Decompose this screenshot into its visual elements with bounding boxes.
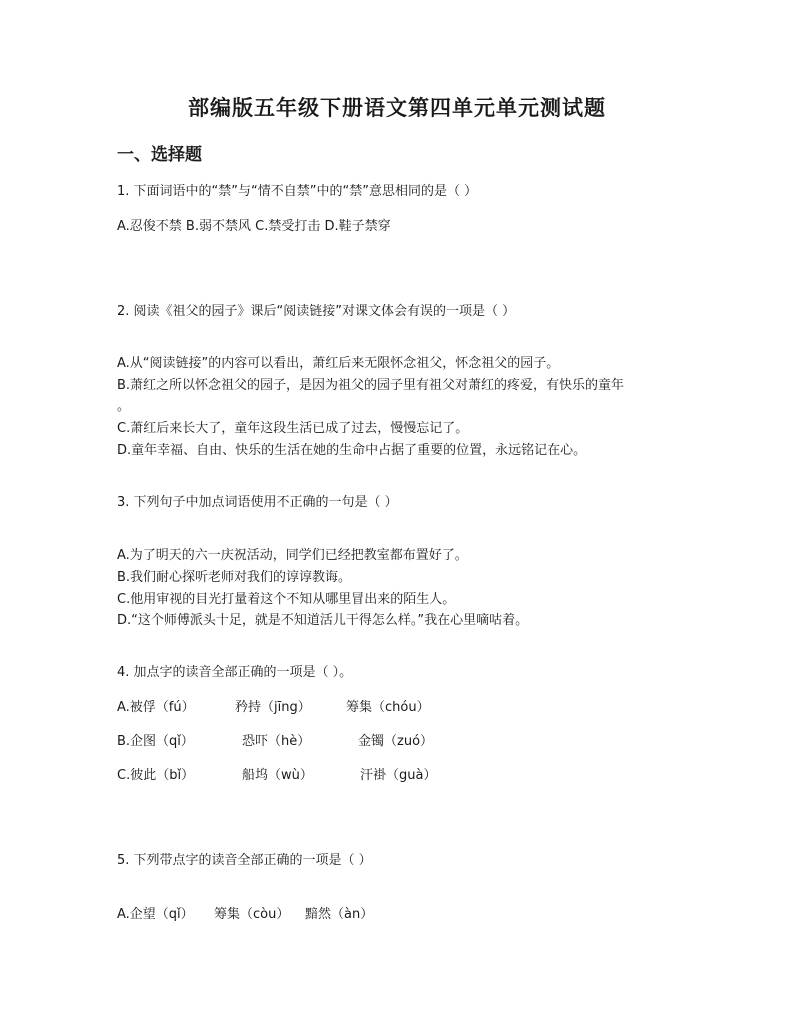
pinyin-item: 筹集（còu） <box>214 907 290 922</box>
question-2-option-d: D.童年幸福、自由、快乐的生活在她的生命中占据了重要的位置，永远铭记在心。 <box>117 443 587 458</box>
pinyin-item: A.企望（qǐ） <box>117 907 194 922</box>
pinyin-item: 船坞（wù） <box>242 768 313 783</box>
pinyin-item: 恐吓（hè） <box>242 734 311 749</box>
section-heading: 一、选择题 <box>117 145 202 165</box>
pinyin-item: 矜持（jīng） <box>235 700 311 715</box>
pinyin-item: 金镯（zuó） <box>358 734 434 749</box>
question-2-option-b: B.萧红之所以怀念祖父的园子，是因为祖父的园子里有祖父对萧红的疼爱，有快乐的童年 <box>117 378 625 393</box>
pinyin-item: C.彼此（bǐ） <box>117 768 195 783</box>
question-2-option-c: C.萧红后来长大了，童年这段生活已成了过去，慢慢忘记了。 <box>117 421 469 436</box>
pinyin-item: A.被俘（fú） <box>117 700 195 715</box>
question-4-stem: 4. 加点字的读音全部正确的一项是（ ）。 <box>117 665 353 680</box>
question-3-option-d: D.“这个师傅派头十足，就是不知道活儿干得怎么样。”我在心里嘀咕着。 <box>117 613 529 628</box>
question-5-stem: 5. 下列带点字的读音全部正确的一项是（ ） <box>117 853 372 868</box>
question-3-stem: 3. 下列句子中加点词语使用不正确的一句是（ ） <box>117 495 398 510</box>
question-2-option-a: A.从“阅读链接”的内容可以看出，萧红后来无限怀念祖父，怀念祖父的园子。 <box>117 356 560 371</box>
pinyin-item: 汗褂（guà） <box>360 768 437 783</box>
question-3-option-c: C.他用审视的目光打量着这个不知从哪里冒出来的陌生人。 <box>117 592 456 607</box>
question-1-stem: 1. 下面词语中的“禁”与“情不自禁”中的“禁”意思相同的是（ ） <box>117 184 478 199</box>
page-title: 部编版五年级下册语文第四单元单元测试题 <box>188 95 606 120</box>
pinyin-item: 黯然（àn） <box>305 907 374 922</box>
question-1-options: A.忍俊不禁 B.弱不禁风 C.禁受打击 D.鞋子禁穿 <box>117 219 391 234</box>
question-3-option-b: B.我们耐心探听老师对我们的谆谆教诲。 <box>117 570 352 585</box>
question-3-option-a: A.为了明天的六一庆祝活动，同学们已经把教室都布置好了。 <box>117 548 468 563</box>
pinyin-item: B.企图（qǐ） <box>117 734 194 749</box>
pinyin-item: 筹集（chóu） <box>346 700 430 715</box>
question-2-option-b-cont: 。 <box>117 399 131 414</box>
question-2-stem: 2. 阅读《祖父的园子》课后“阅读链接”对课文体会有误的一项是（ ） <box>117 304 516 319</box>
